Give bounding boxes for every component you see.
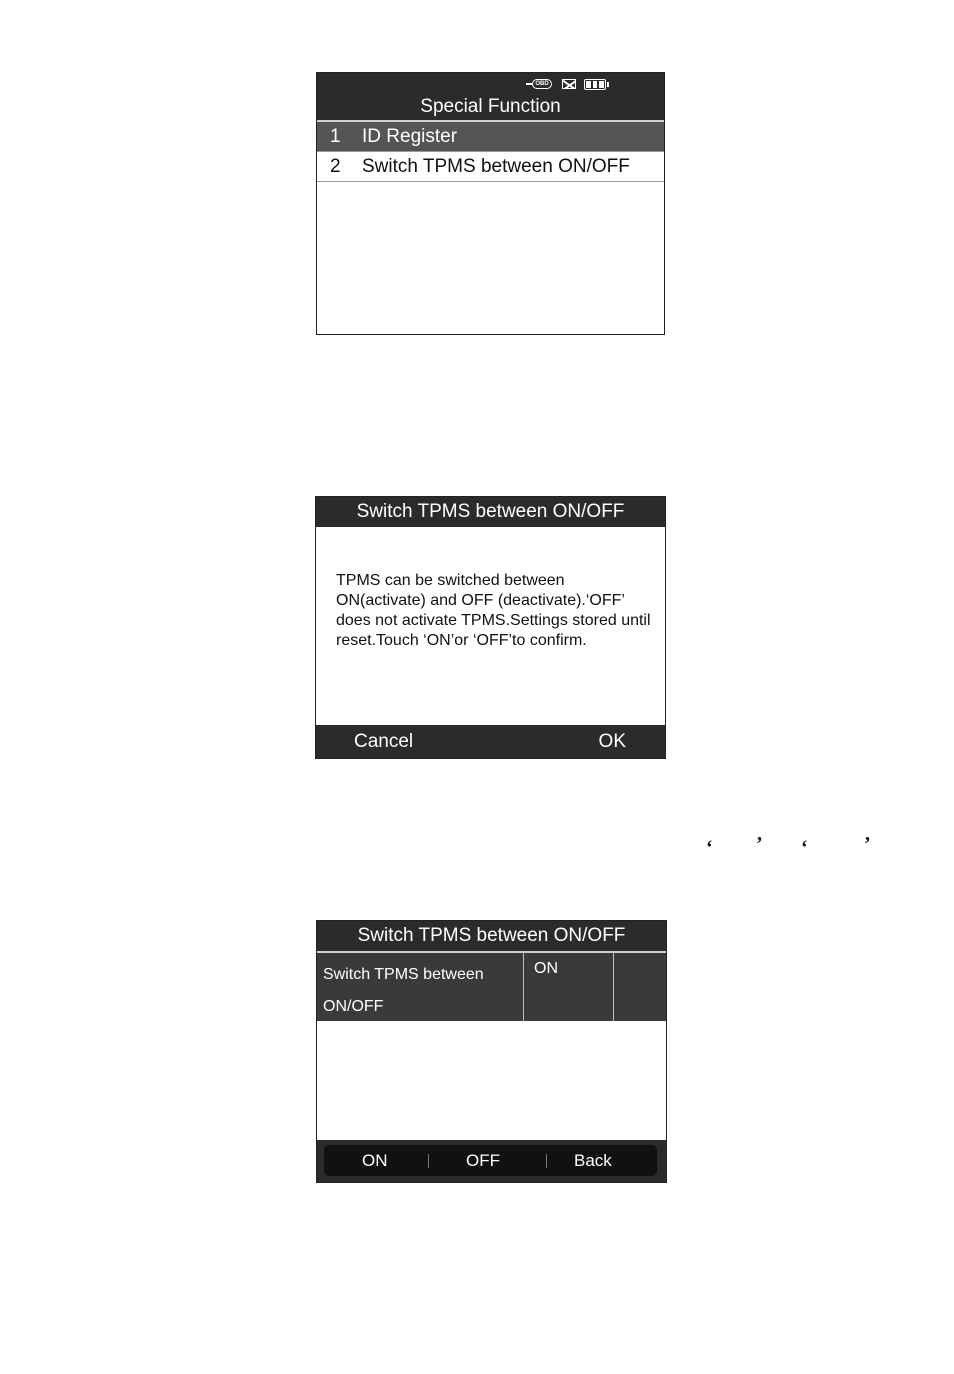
dialog-title: Switch TPMS between ON/OFF (316, 497, 665, 527)
mail-icon (562, 79, 576, 89)
column-divider (613, 953, 614, 1021)
dialog-message: TPMS can be switched between ON(activate) and OFF (deactivate).‘OFF’ does not activate TPMS.Settings stored until reset.Touch ‘ON’or ‘OFF’to confirm. (336, 572, 651, 649)
on-button[interactable]: ON (362, 1151, 388, 1170)
tpms-info-dialog (315, 496, 666, 759)
cancel-button[interactable]: Cancel (354, 731, 414, 752)
obd-connector-icon: OBD (526, 79, 554, 89)
page-title: Switch TPMS between ON/OFF (317, 921, 666, 953)
battery-icon (584, 79, 606, 90)
menu-item-id-register[interactable] (317, 122, 664, 152)
page-title: Special Function (420, 96, 561, 117)
column-divider (523, 953, 524, 1021)
button-divider (546, 1154, 547, 1168)
quote-mark: ‘ (706, 837, 713, 859)
button-bar-inner (324, 1145, 657, 1176)
menu-item-number: 2 (330, 156, 341, 177)
tpms-switch-screen (316, 920, 667, 1183)
tpms-state-label: Switch TPMS between ON/OFF (323, 966, 484, 1015)
ok-button[interactable]: OK (598, 731, 626, 752)
menu-item-label: Switch TPMS between ON/OFF (362, 156, 630, 177)
status-bar (526, 76, 606, 92)
tpms-state-row[interactable] (317, 953, 666, 1021)
menu-item-label: ID Register (362, 126, 458, 147)
menu-item-number: 1 (330, 126, 341, 147)
quote-mark: ’ (756, 833, 763, 855)
dialog-footer (316, 725, 665, 758)
quote-mark: ‘ (801, 837, 808, 859)
button-divider (428, 1154, 429, 1168)
screen-header (317, 73, 664, 122)
special-function-screen (316, 72, 665, 335)
menu-item-switch-tpms[interactable] (317, 152, 664, 182)
tpms-state-value: ON (534, 960, 558, 977)
off-button[interactable]: OFF (466, 1151, 500, 1170)
back-button[interactable]: Back (574, 1151, 612, 1170)
button-bar (317, 1140, 666, 1182)
quote-mark: ’ (864, 833, 871, 855)
